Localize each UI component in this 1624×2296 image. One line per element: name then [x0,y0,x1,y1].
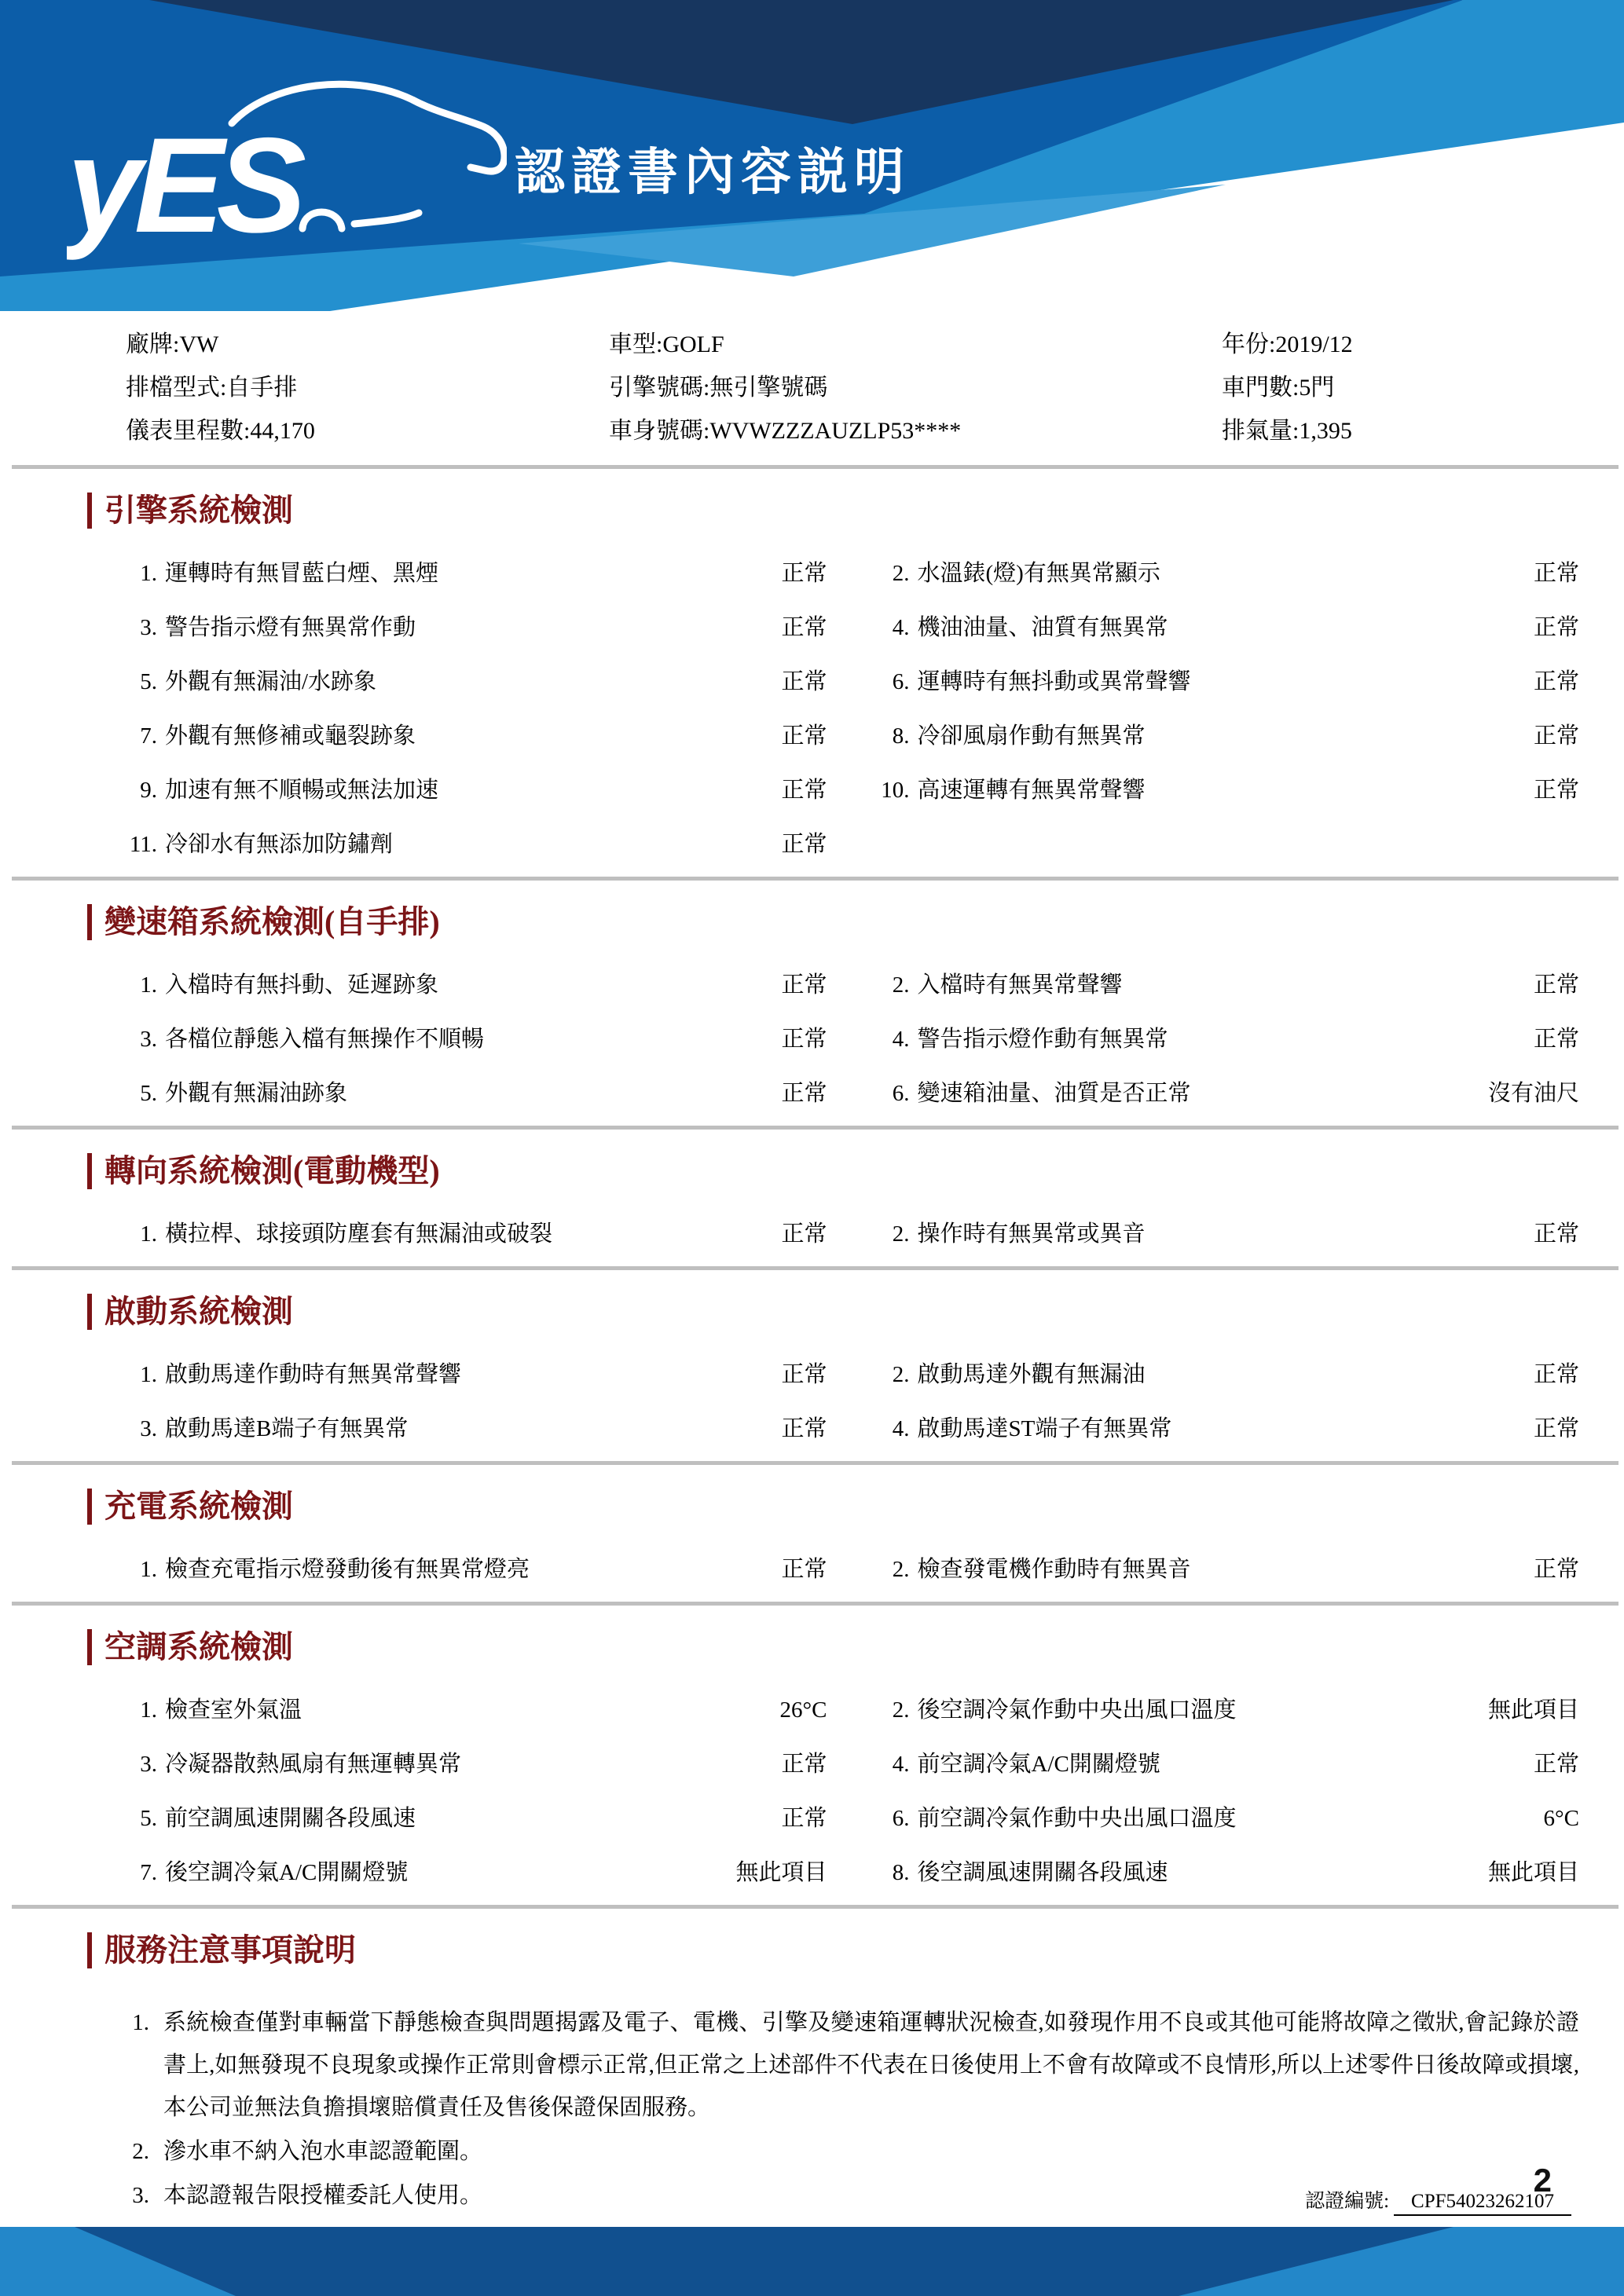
inspection-item [118,1082,827,1105]
note-text: 本認證報告限授權委託人使用。 [163,2183,483,2208]
item-number: 1. [140,1362,157,1387]
logo-text: yES [67,110,299,261]
item-status: 正常 [1533,1362,1579,1387]
vehicle-info-column [609,331,1222,445]
inspection-item [871,1417,1580,1441]
item-number: 1. [140,561,157,586]
field-colon: : [1269,331,1276,357]
item-number: 4. [892,615,910,640]
item-label: 橫拉桿、球接頭防塵套有無漏油或破裂 [165,1221,553,1247]
field-label: 排檔型式 [126,375,220,401]
item-label: 高速運轉有無異常聲響 [917,778,1146,803]
item-status: 正常 [1533,723,1579,749]
field-value: 44,170 [250,418,315,444]
inspection-item [118,670,827,694]
inspection-item [118,724,827,748]
inspection-item [871,616,1580,639]
item-label: 警告指示燈有無異常作動 [165,615,416,640]
section-divider [12,1266,1619,1270]
field-label: 車門數 [1222,375,1292,401]
item-number: 2. [892,1697,910,1723]
inspection-item [118,1363,827,1386]
inspection-item [118,778,827,802]
item-number: 10. [881,778,910,803]
field-label: 儀表里程數 [126,418,244,444]
note-number: 2. [132,2139,149,2164]
item-label: 變速箱油量、油質是否正常 [917,1081,1191,1106]
item-number: 2. [892,1362,910,1387]
item-number: 1. [140,1221,157,1247]
item-status: 正常 [1533,778,1579,803]
item-number: 4. [892,1416,910,1441]
inspection-item [118,973,827,997]
inspection-section [90,1489,1579,1581]
vehicle-info-field [1222,418,1579,445]
header [0,0,1624,311]
item-status: 正常 [781,1557,827,1582]
item-number: 5. [140,1806,157,1831]
inspection-item [118,562,827,585]
vehicle-info-column [1222,331,1579,445]
vehicle-info-field [609,375,1222,401]
item-status: 正常 [781,1027,827,1052]
notes-list [90,2001,1579,2217]
section-items [90,1363,1579,1441]
section-divider [12,1461,1619,1465]
inspection-item [871,724,1580,748]
inspection-section [90,1153,1579,1246]
field-value: WVWZZZAUZLP53**** [709,418,962,444]
item-label: 啟動馬達B端子有無異常 [165,1416,409,1441]
inspection-item [118,1222,827,1246]
item-status: 正常 [781,561,827,586]
inspection-section [90,904,1579,1105]
notes-section [90,1932,1579,2216]
item-number: 1. [140,1557,157,1582]
note-text: 系統檢查僅對車輛當下靜態檢查與問題揭露及電子、電機、引擎及變速箱運轉狀況檢查,如發現作用不良或其他可能將故障之徵狀,會記錄於證書上,如無發現不良現象或操作正常則會標示正常,但正常之上述部件不代表在日後使用上不會有故障或不良情形,所以上述零件日後故障或損壞,本公司並無法負擔損壞賠償責任及售後保證保固服務。 [163,2010,1579,2120]
field-colon: : [1292,375,1300,401]
item-number: 1. [140,972,157,998]
item-label: 檢查充電指示燈發動後有無異常燈亮 [165,1557,530,1582]
section-title: 空調系統檢測 [87,1629,1579,1665]
item-number: 3. [140,1752,157,1777]
inspection-item [871,670,1580,694]
item-number: 4. [892,1752,910,1777]
item-number: 9. [140,778,157,803]
item-label: 運轉時有無冒藍白煙、黑煙 [165,561,439,586]
item-status: 正常 [781,1752,827,1777]
inspection-item [871,1027,1580,1051]
vehicle-info-field [609,331,1222,358]
note-number: 1. [132,2010,149,2035]
item-label: 外觀有無漏油/水跡象 [165,669,377,694]
item-label: 入檔時有無抖動、延遲跡象 [165,972,439,998]
field-label: 引擎號碼 [609,375,703,401]
note-text: 滲水車不納入泡水車認證範圍。 [163,2139,483,2164]
inspection-item [871,1807,1580,1830]
section-divider [12,877,1619,881]
item-status: 正常 [781,832,827,857]
section-title: 啟動系統檢測 [87,1294,1579,1330]
content [90,311,1579,2216]
vehicle-info-column [126,331,609,445]
vehicle-info-field [126,331,609,358]
item-number: 2. [892,1557,910,1582]
item-status: 26°C [779,1697,827,1723]
item-status: 無此項目 [1487,1697,1579,1723]
item-label: 機油油量、油質有無異常 [917,615,1168,640]
field-label: 車型 [609,331,656,357]
field-label: 車身號碼 [609,418,703,444]
item-number: 6. [892,1806,910,1831]
section-items [90,1558,1579,1581]
inspection-item [118,833,827,856]
note-item [90,2130,1579,2173]
section-title: 充電系統檢測 [87,1489,1579,1525]
item-number: 2. [892,1221,910,1247]
item-status: 正常 [1533,972,1579,998]
item-number: 6. [892,669,910,694]
field-value: GOLF [662,331,724,357]
inspection-item [871,562,1580,585]
field-colon: : [244,418,251,444]
item-label: 啟動馬達外觀有無漏油 [917,1362,1146,1387]
inspection-item [871,1861,1580,1884]
item-label: 冷卻水有無添加防鏽劑 [165,832,394,857]
item-status: 正常 [781,1416,827,1441]
item-status: 正常 [781,1081,827,1106]
inspection-section [90,1294,1579,1441]
inspection-item [871,778,1580,802]
item-status: 正常 [781,972,827,998]
inspection-item [871,973,1580,997]
field-label: 廠牌 [126,331,173,357]
item-status: 無此項目 [1487,1860,1579,1885]
item-number: 2. [892,972,910,998]
item-label: 運轉時有無抖動或異常聲響 [917,669,1191,694]
item-status: 正常 [781,1221,827,1247]
item-number: 1. [140,1697,157,1723]
section-items [90,562,1579,856]
field-label: 年份 [1222,331,1269,357]
section-divider [12,1602,1619,1606]
item-status: 正常 [781,615,827,640]
item-label: 操作時有無異常或異音 [917,1221,1146,1247]
vehicle-info-field [126,418,609,445]
inspection-item [118,1027,827,1051]
item-number: 8. [892,723,910,749]
item-label: 前空調冷氣作動中央出風口溫度 [917,1806,1237,1831]
item-number: 8. [892,1860,910,1885]
item-number: 7. [140,723,157,749]
item-label: 外觀有無修補或龜裂跡象 [165,723,416,749]
item-status: 正常 [781,1362,827,1387]
field-value: VW [179,331,219,357]
inspection-item [871,1752,1580,1776]
inspection-item [118,616,827,639]
cert-number: CPF54023262107 [1394,2191,1571,2216]
inspection-item [118,1752,827,1776]
item-status: 正常 [1533,615,1579,640]
footer-background [0,2227,1624,2296]
item-status: 正常 [781,778,827,803]
field-colon: : [220,375,227,401]
vehicle-info-field [609,418,1222,445]
field-colon: : [656,331,663,357]
item-label: 警告指示燈作動有無異常 [917,1027,1168,1052]
item-status: 6°C [1543,1806,1579,1831]
note-number: 3. [132,2183,149,2208]
item-status: 正常 [781,1806,827,1831]
section-divider [12,465,1619,469]
item-number: 3. [140,1027,157,1052]
item-status: 無此項目 [735,1860,827,1885]
field-label: 排氣量 [1222,418,1292,444]
item-status: 正常 [1533,561,1579,586]
section-items [90,1222,1579,1246]
page-title: 認證書內容説明 [515,144,911,200]
item-label: 檢查發電機作動時有無異音 [917,1557,1191,1582]
inspection-item [871,1558,1580,1581]
section-items [90,1698,1579,1884]
vehicle-info [90,331,1579,445]
item-number: 6. [892,1081,910,1106]
item-label: 檢查室外氣溫 [165,1697,302,1723]
section-divider [12,1126,1619,1130]
item-label: 後空調冷氣A/C開關燈號 [165,1860,409,1885]
page-number: 2 [1533,2162,1552,2199]
item-label: 加速有無不順暢或無法加速 [165,778,439,803]
inspection-item [118,1807,827,1830]
inspection-item [118,1558,827,1581]
item-label: 冷凝器散熱風扇有無運轉異常 [165,1752,462,1777]
item-number: 5. [140,1081,157,1106]
item-label: 後空調風速開關各段風速 [917,1860,1168,1885]
item-label: 啟動馬達作動時有無異常聲響 [165,1362,462,1387]
item-label: 啟動馬達ST端子有無異常 [917,1416,1172,1441]
inspection-item [871,1082,1580,1105]
item-status: 正常 [781,723,827,749]
inspection-item [871,1222,1580,1246]
item-label: 後空調冷氣作動中央出風口溫度 [917,1697,1237,1723]
inspection-section [90,493,1579,856]
section-items [90,973,1579,1105]
vehicle-info-field [1222,331,1579,358]
item-status: 正常 [1533,1027,1579,1052]
item-number: 2. [892,561,910,586]
item-status: 正常 [1533,1416,1579,1441]
field-colon: : [703,418,710,444]
item-status: 正常 [1533,1752,1579,1777]
section-title: 變速箱系統檢測(自手排) [87,904,1579,940]
vehicle-info-field [1222,375,1579,401]
inspection-item [118,1861,827,1884]
inspection-item [118,1698,827,1722]
field-value: 1,395 [1299,418,1352,444]
divider [12,1905,1619,1909]
item-label: 各檔位靜態入檔有無操作不順暢 [165,1027,485,1052]
field-value: 2019/12 [1275,331,1353,357]
item-number: 4. [892,1027,910,1052]
field-colon: : [1292,418,1300,444]
item-label: 冷卻風扇作動有無異常 [917,723,1146,749]
cert-label: 認證編號: [1305,2191,1390,2212]
item-status: 正常 [1533,669,1579,694]
item-number: 11. [129,832,157,857]
item-number: 5. [140,669,157,694]
inspection-item [871,1363,1580,1386]
vehicle-info-field [126,375,609,401]
item-label: 入檔時有無異常聲響 [917,972,1123,998]
item-label: 水溫錶(燈)有無異常顯示 [917,561,1160,586]
notes-title: 服務注意事項說明 [87,1932,1579,1968]
item-status: 正常 [781,669,827,694]
item-label: 前空調風速開關各段風速 [165,1806,416,1831]
note-item [90,2001,1579,2129]
item-number: 3. [140,615,157,640]
field-colon: : [173,331,180,357]
item-label: 前空調冷氣A/C開關燈號 [917,1752,1160,1777]
item-number: 7. [140,1860,157,1885]
field-colon: : [703,375,710,401]
item-number: 3. [140,1416,157,1441]
section-title: 引擎系統檢測 [87,493,1579,529]
section-title: 轉向系統檢測(電動機型) [87,1153,1579,1189]
sections [90,465,1579,1884]
item-label: 外觀有無漏油跡象 [165,1081,348,1106]
inspection-item [871,1698,1580,1722]
item-status: 沒有油尺 [1487,1081,1579,1106]
yes-logo [67,75,507,267]
field-value: 自手排 [226,375,298,401]
field-value: 5門 [1299,375,1335,401]
inspection-item [118,1417,827,1441]
item-status: 正常 [1533,1557,1579,1582]
field-value: 無引擎號碼 [709,375,828,401]
inspection-section [90,1629,1579,1884]
item-status: 正常 [1533,1221,1579,1247]
